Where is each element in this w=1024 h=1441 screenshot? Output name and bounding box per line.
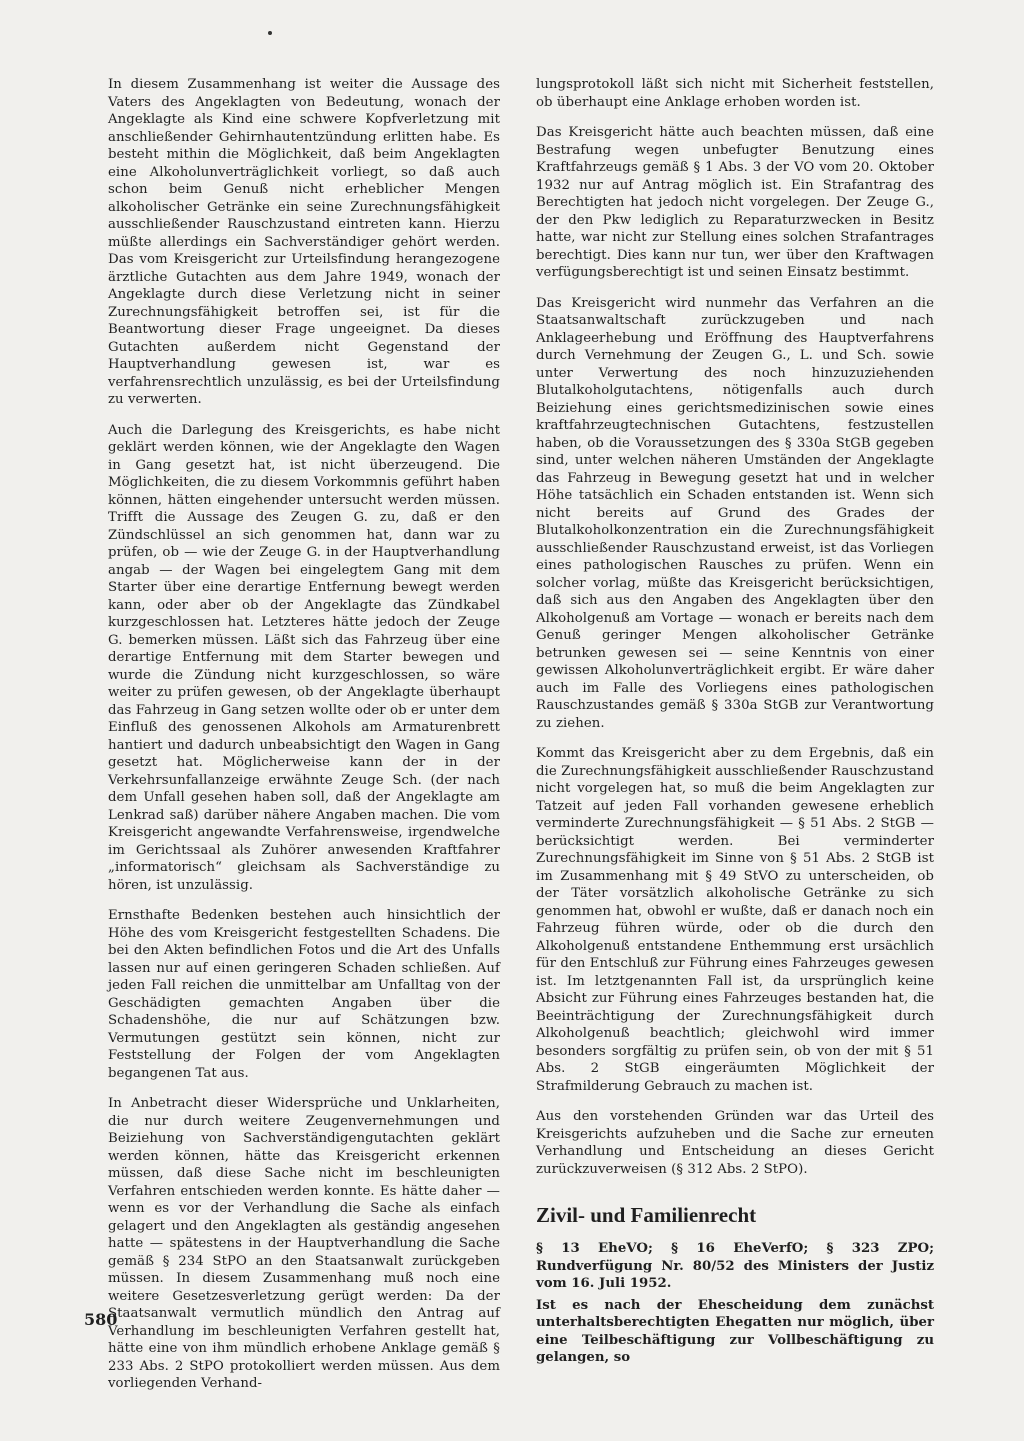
section-heading: Zivil- und Familienrecht <box>536 1203 757 1227</box>
left-column <box>108 76 500 1406</box>
paragraph: Aus den vorstehenden Gründen war das Urteil des Kreisgerichts aufzuheben und die Sache zur erneuten Verhandlung und Entscheidung an dieses Gericht zurückzuverweisen (§ 312 Abs. 2 StPO). <box>536 1109 934 1177</box>
paragraph: Ernsthafte Bedenken bestehen auch hinsichtlich der Höhe des vom Kreisgericht festgestellten Schadens. Die bei den Akten befindlichen Fotos und die Art des Unfalls lassen nur auf einen geringeren Schaden schließen. Auf jeden Fall reichen die unmittelbar am Unfalltag von der Geschädigten gemachten Angaben über die Schadenshöhe, die nur auf Schätzungen bzw. Vermutungen gestützt sein können, nicht zur Feststellung der Folgen der vom Angeklagten begangenen Tat aus. <box>108 908 500 1081</box>
paragraph: Das Kreisgericht wird nunmehr das Verfahren an die Staatsanwaltschaft zurückzugeben und nach Anklageerhebung und Eröffnung des Hauptverfahrens durch Vernehmung der Zeugen G., L. und Sch. sowie unter Verwertung des noch hinzuzuziehenden Blutalkoholgutachtens, nötigenfalls auch durch Beiziehung eines gerichtsmedizinischen sowie eines kraftfahrzeugtechnischen Gutachtens, festzustellen haben, ob die Voraussetzungen des § 330a StGB gegeben sind, unter welchen näheren Umständen der Angeklagte das Fahrzeug in Bewegung gesetzt hat und in welcher Höhe tatsächlich ein Schaden entstanden ist. Wenn sich nicht bereits auf Grund des Grades der Blutalkoholkonzentration ein die Zurechnungsfähigkeit ausschließender Rauschzustand erweist, ist das Vorliegen eines pathologischen Rausches zu prüfen. Wenn ein solcher vorlag, müßte das Kreisgericht berücksichtigen, daß sich aus den Angaben des Angeklagten über den Alkoholgenuß am Vortage — wonach er bereits nach dem Genuß geringer Mengen alkoholischer Getränke betrunken gewesen sei — seine Kenntnis von einer gewissen Alkoholunverträglichkeit ergibt. Er wäre daher auch im Falle des Vorliegens eines pathologischen Rauschzustandes gemäß § 330a StGB zur Verantwortung zu ziehen. <box>536 295 934 731</box>
ink-dot <box>268 31 272 35</box>
paragraph: Auch die Darlegung des Kreisgerichts, es habe nicht geklärt werden können, wie der Angeklagte den Wagen in Gang gesetzt hat, ist nicht überzeugend. Die Möglichkeiten, die zu diesem Vorkommnis geführt haben können, hätten eingehender untersucht werden müssen. Trifft die Aussage des Zeugen G. zu, daß er den Zündschlüssel an sich genommen hat, dann war zu prüfen, ob — wie der Zeuge G. in der Hauptverhandlung angab — der Wagen bei eingelegtem Gang mit dem Starter über eine derartige Entfernung bewegt werden kann, oder aber ob der Angeklagte das Zündkabel kurzgeschlossen hat. Letzteres hätte jedoch der Zeuge G. bemerken müssen. Läßt sich das Fahrzeug über eine derartige Entfernung mit dem Starter bewegen und wurde die Zündung nicht kurzgeschlossen, so wäre weiter zu prüfen gewesen, ob der Angeklagte überhaupt das Fahrzeug in Gang setzen wollte oder ob er unter dem Einfluß des genossenen Alkohols am Armaturenbrett hantiert und dadurch unbeabsichtigt den Wagen in Gang gesetzt hat. Möglicherweise kann der in der Verkehrsunfallanzeige erwähnte Zeuge Sch. (der nach dem Unfall gesehen haben soll, daß der Angeklagte am Lenkrad saß) darüber nähere Angaben machen. Die vom Kreisgericht angewandte Verfahrensweise, irgendwelche im Gerichtssaal als Zuhörer anwesenden Kraftfahrer „informatorisch“ gleichsam als Sachverständige zu hören, ist unzulässig. <box>108 422 500 893</box>
paragraph: Kommt das Kreisgericht aber zu dem Ergebnis, daß ein die Zurechnungsfähigkeit ausschließender Rauschzustand nicht vorgelegen hat, so muß die beim Angeklagten zur Tatzeit auf jeden Fall vorhanden gewesene erheblich verminderte Zurechnungsfähigkeit — § 51 Abs. 2 StGB — berücksichtigt werden. Bei verminderter Zurechnungsfähigkeit im Sinne von § 51 Abs. 2 StGB ist im Zusammenhang mit § 49 StVO zu unterscheiden, ob der Täter vorsätzlich alkoholische Getränke zu sich genommen hat, obwohl er wußte, daß er danach noch ein Fahrzeug führen würde, oder ob die durch den Alkoholgenuß entstandene Enthemmung erst ursächlich für den Entschluß zur Führung eines Fahrzeuges gewesen ist. Im letztgenannten Fall ist, da ursprünglich keine Absicht zur Führung eines Fahrzeuges bestanden hat, die Beeinträchtigung der Zurechnungsfähigkeit durch Alkoholgenuß beachtlich; gleichwohl wird immer besonders sorgfältig zu prüfen sein, ob von der mit § 51 Abs. 2 StGB eingeräumten Möglichkeit der Strafmilderung Gebrauch zu machen ist. <box>536 746 934 1094</box>
paragraph: In Anbetracht dieser Widersprüche und Unklarheiten, die nur durch weitere Zeugenvernehmungen und Beiziehung von Sachverständigengutachten geklärt werden können, hätte das Kreisgericht erkennen müssen, daß diese Sache nicht im beschleunigten Verfahren entschieden werden konnte. Es hätte daher — wenn es vor der Verhandlung die Sache als einfach gelagert und den Angeklagten als geständig angesehen hatte — spätestens in der Hauptverhandlung die Sache gemäß § 234 StPO an den Staatsanwalt zurückgeben müssen. In diesem Zusammenhang muß noch eine weitere Gesetzesverletzung gerügt werden: Da der Staatsanwalt vermutlich mündlich den Antrag auf Verhandlung im beschleunigten Verfahren gestellt hat, hätte eine von ihm mündlich erhobene Anklage gemäß § 233 Abs. 2 StPO protokolliert werden müssen. Aus dem vorliegenden Verhand- <box>108 1096 500 1391</box>
page-number: 580 <box>84 1310 118 1329</box>
section-lead: Ist es nach der Ehescheidung dem zunächst unterhaltsberechtigten Ehegatten nur möglich, über eine Teilbeschäftigung zur Vollbeschäftigung zu gelangen, so <box>536 1297 934 1365</box>
paragraph: lungsprotokoll läßt sich nicht mit Sicherheit feststellen, ob überhaupt eine Anklage erhoben worden ist. <box>536 77 934 110</box>
section-citation: § 13 EheVO; § 16 EheVerfO; § 323 ZPO; Rundverfügung Nr. 80/52 des Ministers der Justiz vom 16. Juli 1952. <box>536 1241 934 1291</box>
right-column <box>536 76 934 1371</box>
paragraph: Das Kreisgericht hätte auch beachten müssen, daß eine Bestrafung wegen unbefugter Benutzung eines Kraftfahrzeugs gemäß § 1 Abs. 3 der VO vom 20. Oktober 1932 nur auf Antrag möglich ist. Ein Strafantrag des Berechtigten hat jedoch nicht vorgelegen. Der Zeuge G., der den Pkw lediglich zu Reparaturzwecken in Besitz hatte, war nicht zur Stellung eines solchen Strafantrages berechtigt. Dies kann nur tun, wer über den Kraftwagen verfügungsberechtigt ist und seinen Einsatz bestimmt. <box>536 125 934 280</box>
paragraph: In diesem Zusammenhang ist weiter die Aussage des Vaters des Angeklagten von Bedeutung, wonach der Angeklagte als Kind eine schwere Kopfverletzung mit anschließender Gehirnhautentzündung erlitten habe. Es besteht mithin die Möglichkeit, daß beim Angeklagten eine Alkoholunverträglichkeit vorliegt, so daß auch schon beim Genuß nicht erheblicher Mengen alkoholischer Getränke ein seine Zurechnungsfähigkeit ausschließender Rauschzustand eintreten kann. Hierzu müßte allerdings ein Sachverständiger gehört werden. Das vom Kreisgericht zur Urteilsfindung herangezogene ärztliche Gutachten aus dem Jahre 1949, wonach der Angeklagte durch diese Verletzung nicht in seiner Zurechnungsfähigkeit betroffen sei, ist für die Beantwortung dieser Frage ungeeignet. Da dieses Gutachten außerdem nicht Gegenstand der Hauptverhandlung gewesen ist, war es verfahrensrechtlich unzulässig, es bei der Urteilsfindung zu verwerten. <box>108 77 500 407</box>
